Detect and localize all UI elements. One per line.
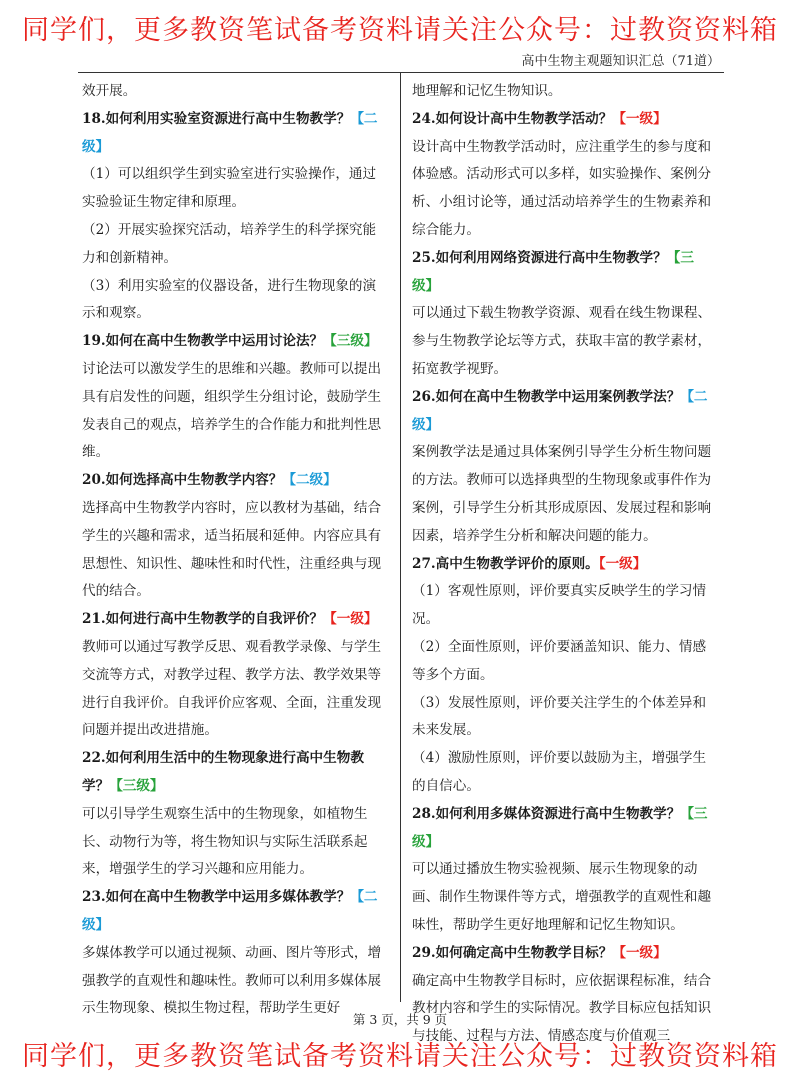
question-21: 21.如何进行高中生物教学的自我评价？【一级】: [82, 611, 378, 628]
question-27: 27.高中生物教学评价的原则。【一级】: [412, 555, 647, 572]
level-badge: 【二级】: [82, 889, 378, 933]
question-25: 25.如何利用网络资源进行高中生物教学？【三级】: [412, 249, 694, 294]
level-badge: 【一级】: [612, 110, 667, 127]
level-badge: 【二级】: [282, 472, 337, 489]
paragraph: 效开展。: [82, 83, 137, 99]
answer-item: （1）可以组织学生到实验室进行实验操作，通过实验验证生物定律和原理。: [82, 166, 377, 211]
question-28: 28.如何利用多媒体资源进行高中生物教学？【三级】: [412, 805, 708, 850]
paragraph: 地理解和记忆生物知识。: [412, 83, 562, 99]
level-badge: 【三级】: [412, 805, 708, 850]
left-column: [82, 78, 384, 1023]
right-column: [412, 78, 714, 1051]
question-24: 24.如何设计高中生物教学活动？【一级】: [412, 110, 667, 127]
question-29: 29.如何确定高中生物教学目标？【一级】: [412, 944, 667, 961]
answer: 设计高中生物教学活动时，应注重学生的参与度和体验感。活动形式可以多样，如实验操作、案例分析、小组讨论等，通过活动培养学生的生物素养和综合能力。: [412, 138, 712, 238]
question-20: 20.如何选择高中生物教学内容？【二级】: [82, 472, 337, 489]
answer: 可以通过下载生物教学资源、观看在线生物课程、参与生物教学论坛等方式，获取丰富的教学素材，拓宽教学视野。: [412, 305, 712, 377]
answer: 案例教学法是通过具体案例引导学生分析生物问题的方法。教师可以选择典型的生物现象或事件作为案例，引导学生分析其形成原因、发展过程和影响因素，培养学生分析和解决问题的能力。: [412, 444, 712, 544]
level-badge: 【一级】: [598, 555, 647, 572]
header-rule: [78, 72, 724, 73]
question-23: 23.如何在高中生物教学中运用多媒体教学？【二级】: [82, 889, 378, 933]
answer-item: （2）开展实验探究活动，培养学生的科学探究能力和创新精神。: [82, 221, 377, 266]
answer: 确定高中生物教学目标时，应依据课程标准，结合教材内容和学生的实际情况。教学目标应包括知识与技能、过程与方法、情感态度与价值观三: [412, 972, 712, 1045]
answer-item: （2）全面性原则，评价要涵盖知识、能力、情感等多个方面。: [412, 638, 707, 683]
question-26: 26.如何在高中生物教学中运用案例教学法？【二级】: [412, 388, 708, 433]
level-badge: 【二级】: [412, 388, 708, 433]
question-19: 19.如何在高中生物教学中运用讨论法？【三级】: [82, 333, 378, 350]
level-badge: 【三级】: [109, 777, 164, 794]
answer: 讨论法可以激发学生的思维和兴趣。教师可以提出具有启发性的问题，组织学生分组讨论，鼓励学生发表自己的观点，培养学生的合作能力和批判性思维。: [82, 360, 382, 461]
level-badge: 【三级】: [412, 249, 694, 294]
question-18: 18.如何利用实验室资源进行高中生物教学？【二级】: [82, 110, 378, 155]
answer: 教师可以通过写教学反思、观看教学录像、与学生交流等方式，对教学过程、教学方法、教学效果等进行自我评价。自我评价应客观、全面，注重发现问题并提出改进措施。: [82, 638, 382, 739]
answer: 多媒体教学可以通过视频、动画、图片等形式，增强教学的直观性和趣味性。教师可以利用多媒体展示生物现象、模拟生物过程，帮助学生更好: [82, 944, 382, 1017]
level-badge: 【二级】: [82, 110, 378, 155]
answer: 可以引导学生观察生活中的生物现象，如植物生长、动物行为等，将生物知识与实际生活联系起来，增强学生的学习兴趣和应用能力。: [82, 805, 368, 878]
promo-banner-top: 同学们，更多教资笔试备考资料请关注公众号：过教资资料箱: [22, 15, 778, 46]
promo-banner-bottom: 同学们，更多教资笔试备考资料请关注公众号：过教资资料箱: [22, 1041, 778, 1072]
answer-item: （3）发展性原则，评价要关注学生的个体差异和未来发展。: [412, 694, 707, 739]
page-number: 第 3 页，共 9 页: [352, 1012, 448, 1027]
column-divider: [400, 72, 401, 1002]
answer: 选择高中生物教学内容时，应以教材为基础，结合学生的兴趣和需求，适当拓展和延伸。内容应具有思想性、知识性、趣味性和时代性，注重经典与现代的结合。: [82, 499, 382, 600]
answer: 可以通过播放生物实验视频、展示生物现象的动画、制作生物课件等方式，增强教学的直观性和趣味性，帮助学生更好地理解和记忆生物知识。: [412, 861, 712, 933]
level-badge: 【三级】: [323, 333, 378, 350]
document-header: 高中生物主观题知识汇总（71道）: [521, 54, 720, 69]
answer-item: （1）客观性原则，评价要真实反映学生的学习情况。: [412, 583, 707, 628]
answer-item: （4）激励性原则，评价要以鼓励为主，增强学生的自信心。: [412, 750, 707, 794]
question-22: 22.如何利用生活中的生物现象进行高中生物教学？【三级】: [82, 750, 364, 794]
answer-item: （3）利用实验室的仪器设备，进行生物现象的演示和观察。: [82, 277, 377, 322]
level-badge: 【一级】: [612, 944, 667, 961]
level-badge: 【一级】: [323, 611, 378, 628]
